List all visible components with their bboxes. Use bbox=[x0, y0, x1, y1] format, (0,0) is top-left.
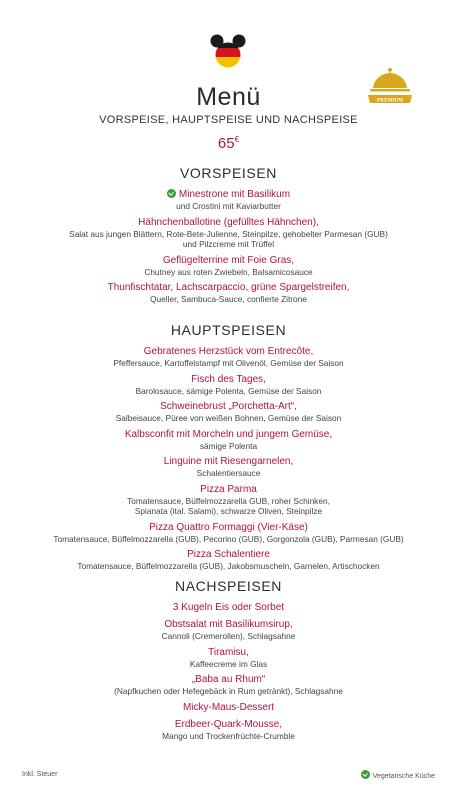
menu-subtitle: VORSPEISE, HAUPTSPEISE UND NACHSPEISE bbox=[99, 114, 358, 126]
section-mains bbox=[0, 322, 457, 577]
menu-item bbox=[0, 429, 457, 452]
item-name: Obstsalat mit Basilikumsirup, bbox=[164, 619, 293, 630]
menu-price bbox=[0, 135, 457, 152]
price-currency: € bbox=[234, 135, 240, 144]
tax-note: Inkl. Steuer bbox=[22, 771, 58, 778]
menu-header bbox=[0, 82, 457, 152]
item-name: Micky-Maus-Dessert bbox=[182, 701, 275, 713]
menu-item bbox=[0, 374, 457, 397]
premium-badge-text: PREMIUM bbox=[377, 97, 403, 104]
vegetarian-leaf-icon bbox=[167, 189, 176, 198]
menu-item bbox=[0, 522, 457, 545]
item-desc: Tomatensauce, Büffelmozzarella (GUB), Pecorino (GUB), Gorgonzola (GUB), Parmesan (GUB) bbox=[53, 533, 404, 544]
item-name: Geflügelterrine mit Foie Gras, bbox=[162, 254, 295, 266]
menu-item bbox=[0, 401, 457, 424]
item-name: Pizza Parma bbox=[200, 483, 257, 495]
item-desc: Mango und Trockenfrüchte-Crumble bbox=[162, 730, 295, 741]
item-desc: Schalentiersauce bbox=[196, 468, 261, 478]
item-desc: Chutney aus roten Zwiebeln, Balsamicosauce bbox=[144, 266, 313, 277]
item-desc: Barolosauce, sämige Polenta, Gemüse der Saison bbox=[135, 385, 322, 396]
item-desc: Cannoli (Cremerollen), Schlagsahne bbox=[161, 631, 296, 641]
item-desc: sämige Polenta bbox=[199, 440, 258, 451]
item-desc: Kaffeecreme im Glas bbox=[189, 658, 268, 669]
vegetarian-leaf-icon bbox=[361, 770, 370, 779]
menu-item bbox=[0, 702, 457, 714]
item-desc: und Crostini mit Kaviarbutter bbox=[176, 201, 281, 211]
item-name: Linguine mit Riesengarnelen, bbox=[163, 456, 294, 467]
menu-item bbox=[0, 484, 457, 517]
vegetarian-legend bbox=[361, 770, 435, 780]
menu-item bbox=[0, 282, 457, 305]
item-desc: Spianata (ital. Salami), schwarze Oliven, Steinpilze bbox=[134, 506, 323, 516]
price-value: 65 bbox=[217, 135, 235, 152]
item-desc: Tomatensauce, Büffelmozzarella (GUB), Jakobsmuscheln, Garnelen, Artischocken bbox=[77, 561, 380, 571]
item-name: Fisch des Tages, bbox=[191, 373, 266, 385]
item-name: Pizza Quattro Formaggi (Vier-Käse) bbox=[149, 521, 308, 533]
section-starters bbox=[0, 165, 457, 310]
item-desc: Queller, Sambuca-Sauce, confierte Zitrone bbox=[150, 294, 307, 304]
section-title: VORSPEISEN bbox=[179, 165, 278, 181]
item-desc: und Pilzcreme mit Trüffel bbox=[182, 239, 275, 249]
section-title: NACHSPEISEN bbox=[175, 578, 282, 594]
section-title: HAUPTSPEISEN bbox=[170, 322, 287, 338]
item-desc: Salat aus jungen Blättern, Rote-Bete-Julienne, Steinpilze, gehobelter Parmesan (GUB) bbox=[69, 228, 388, 239]
item-name: Gebratenes Herzstück vom Entrecôte, bbox=[143, 346, 314, 357]
menu-item bbox=[0, 346, 457, 369]
menu-item bbox=[0, 719, 457, 742]
page-title: Menü bbox=[196, 83, 261, 111]
section-desserts bbox=[0, 578, 457, 746]
item-name: 3 Kugeln Eis oder Sorbet bbox=[172, 602, 285, 613]
mickey-flag-logo-icon bbox=[210, 33, 246, 69]
item-desc: Salbeisauce, Püree von weißen Bohnen, Gemüse der Saison bbox=[115, 413, 342, 423]
item-desc: Pfeffersauce, Kartoffelstampf mit Olivenöl, Gemüse der Saison bbox=[113, 358, 344, 368]
vegetarian-legend-label: Vegetarische Küche bbox=[372, 773, 435, 780]
menu-item bbox=[0, 619, 457, 642]
menu-item bbox=[0, 456, 457, 479]
item-name: Minestrone mit Basilikum bbox=[178, 189, 291, 200]
item-name: „Baba au Rhum“ bbox=[191, 674, 266, 685]
item-name: Pizza Schalentiere bbox=[187, 549, 270, 560]
menu-item bbox=[0, 255, 457, 278]
menu-item bbox=[0, 217, 457, 250]
item-desc: (Napfkuchen oder Hefegebäck in Rum getränkt), Schlagsahne bbox=[114, 686, 343, 696]
menu-item bbox=[0, 647, 457, 670]
menu-item bbox=[0, 549, 457, 572]
menu-item bbox=[0, 674, 457, 697]
menu-item bbox=[0, 189, 457, 212]
item-desc: Tomatensauce, Büffelmozzarella GUB, roher Schinken, bbox=[127, 495, 330, 506]
item-name: Hähnchenballotine (gefülltes Hähnchen), bbox=[138, 216, 319, 228]
menu-item bbox=[0, 602, 457, 614]
item-name: Schweinebrust „Porchetta-Art“, bbox=[160, 401, 297, 412]
item-name: Kalbsconfit mit Morcheln und jungem Gemüse, bbox=[124, 428, 333, 440]
item-name: Tiramisu, bbox=[208, 646, 249, 658]
item-name: Erdbeer-Quark-Mousse, bbox=[174, 718, 283, 730]
item-name: Thunfischtatar, Lachscarpaccio, grüne Spargelstreifen, bbox=[107, 282, 350, 293]
